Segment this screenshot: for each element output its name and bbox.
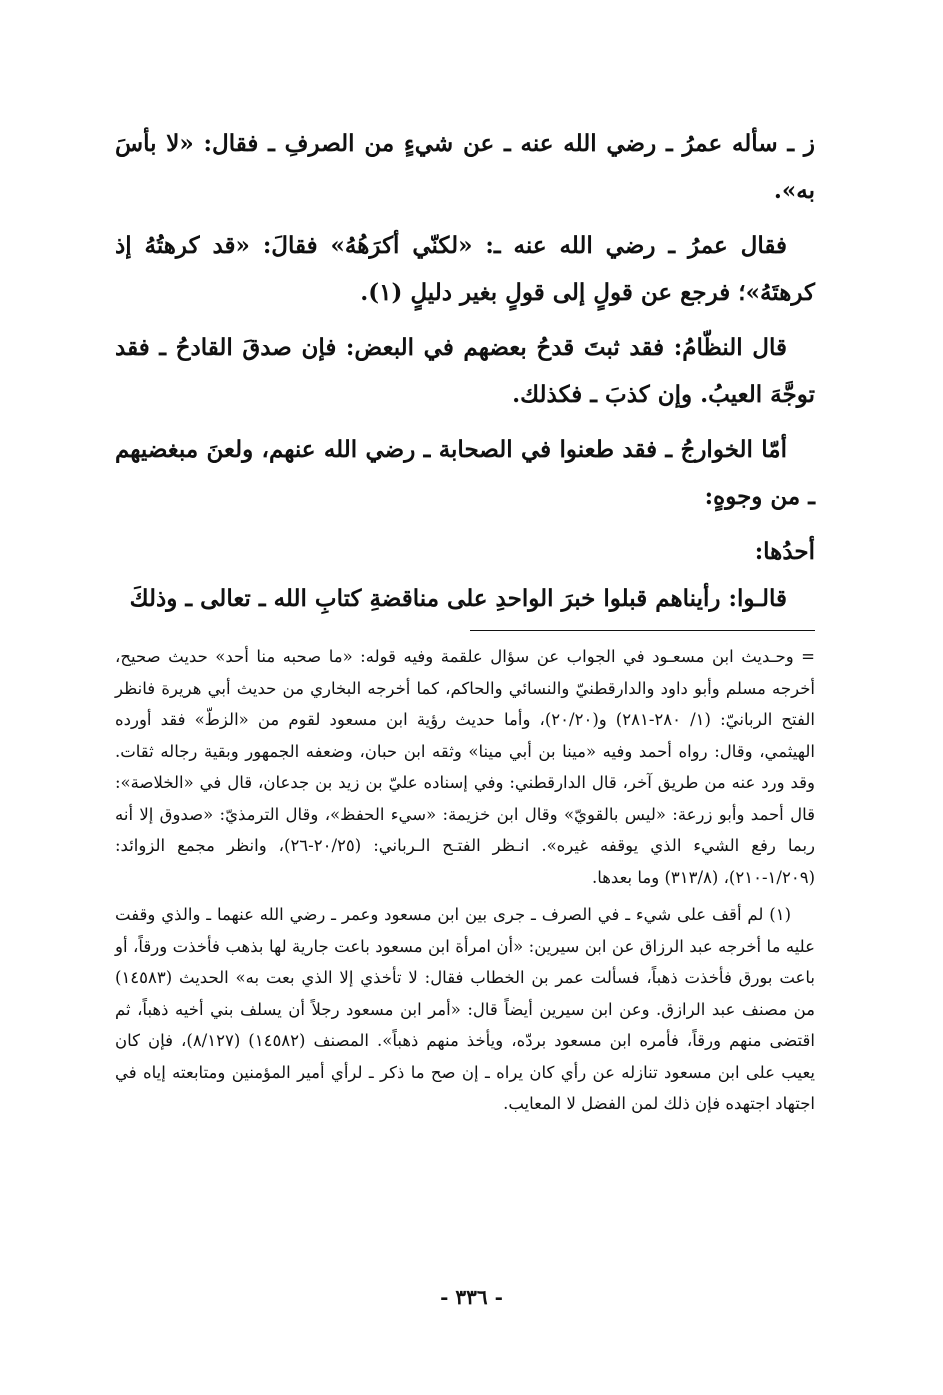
paragraph-umar-reply: فقال عمرُ ـ رضي الله عنه ـ: «لكنّي أكرَهُهُ» فقالَ: «قد كرهتُهُ إذ كرهتَهُ»؛ فرجع عن قولٍ إلى قولٍ بغير دليلٍ (١).: [115, 232, 815, 306]
footnotes: [115, 641, 815, 1120]
paragraph-z: ز ـ سأله عمرُ ـ رضي الله عنه ـ عن شيءٍ من الصرفِ ـ فقال: «لا بأسَ به».: [115, 130, 815, 204]
paragraph-khawarij: أمّا الخوارجُ ـ فقد طعنوا في الصحابة ـ رضي الله عنهم، ولعنَ مبغضيهم ـ من وجوهٍ:: [115, 436, 815, 510]
footnote-continued: = وحـديث ابن مسعـود في الجواب عن سؤال علقمة وفيه قوله: «ما صحبه منا أحد» حديث صحيح، أخرجه مسلم وأبو داود والدارقطنيّ والنسائي والحاكم، كما أخرجه البخاري من حديث أبي هريرة فانظر الفتح الربانيّ: (١/ ٢٨٠-٢٨١) و(٢٠/٢٠)، وأما حديث رؤية ابن مسعود لقوم من «الزطّ» فقد أورده الهيثمي، وقال: رواه أحمد وفيه «مينا بن أبي مينا» وثقه ابن حبان، وضعفه الجمهور وبقية رجاله ثقات. وقد ورد عنه من طريق آخر، قال الدارقطني: وفي إسناده عليّ بن زيد بن جدعان، قال في «الخلاصة»: قال أحمد وأبو زرعة: «ليس بالقويّ» وقال ابن خزيمة: «سيء الحفظ»، وقال الترمذيّ: «صدوق إلا أنه ربما رفع الشيء الذي يوقفه غيره». انـظر الفتـح الـرباني: (٢٠/٢٥-٢٦)، وانظر مجمع الزوائد: (١/٢٠٩-٢١٠)، (٣١٣/٨) وما بعدها.: [115, 647, 815, 887]
page-content: [115, 120, 815, 1126]
footnote-divider: [470, 630, 815, 631]
heading-first: أحدُها:: [754, 538, 815, 565]
paragraph-nazzam: قال النظّامُ: فقد ثبتَ قدحُ بعضهم في البعض: فإن صدقَ القادحُ ـ فقد توجَّهَ العيبُ. وإن كذبَ ـ فكذلك.: [115, 334, 815, 408]
page-number: - ٣٣٦ -: [440, 1285, 503, 1309]
footnote-1: (١) لم أقف على شيء ـ في الصرف ـ جرى بين ابن مسعود وعمر ـ رضي الله عنهما ـ والذي وقفت عليه ما أخرجه عبد الرزاق عن ابن سيرين: «أن امرأة ابن مسعود باعت جارية لها بذهب فأخذت ورقاً، أو باعت بورق فأخذت ذهباً، فسألت عمر بن الخطاب فقال: لا تأخذي إلا الذي بعت به» الحديث (١٤٥٨٣) من مصنف عبد الرازق. وعن ابن سيرين أيضاً قال: «أمر ابن مسعود رجلاً أن يسلف بني أخيه ذهباً، ثم اقتضى منهم ورقاً، فأمره ابن مسعود بردّه، ويأخذ منهم ذهباً». المصنف (١٤٥٨٢) (٨/١٢٧)، فإن كان يعيب على ابن مسعود تنازله عن رأي كان يراه ـ إن صح ما ذكر ـ لرأي أمير المؤمنين ومتابعته إياه في اجتهاد اجتهده فإن ذلك لمن الفضل لا المعايب.: [115, 905, 815, 1113]
main-text: [115, 120, 815, 622]
paragraph-qalu: قالـوا: رأيناهم قبلوا خبرَ الواحدِ على مناقضةِ كتابِ الله ـ تعالى ـ وذلكَ: [129, 585, 787, 612]
